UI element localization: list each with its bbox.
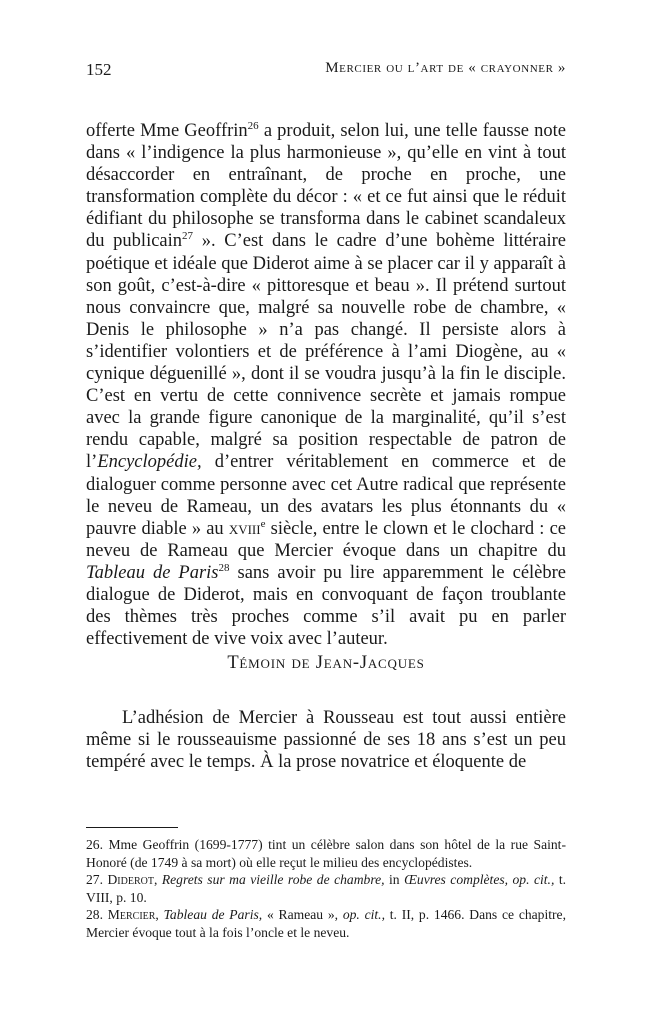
- footnote-opcit: op. cit.,: [342, 907, 385, 923]
- paragraph-text: ». C’est dans le cadre d’une bohème littéraire poétique et idéale que Diderot aime à se placer car il y apparaît à son goût, c’est-à-dire « pittoresque et beau ». Il prétend surtout nous convaincre que, malgré sa nouvelle robe de chambre, « Denis le philosophe » n’a pas changé. Il persiste alors à s’identifier volontiers et de préférence à l’ami Diogène, au « cynique déguenillé », dont il se voudra jusqu’à la fin le disciple. C’est en vertu de cette connivence secrète et jamais rompue avec la grande figure canonique de la marginalité, qu’il s’est rendu capable, malgré sa position respectable de patron de l’: [86, 231, 567, 473]
- paragraph-text: offerte Mme Geoffrin: [86, 121, 248, 141]
- second-paragraph: [86, 707, 566, 773]
- footnote-author: Mercier,: [107, 907, 159, 923]
- footnote-text: « Rameau »,: [262, 907, 343, 923]
- footnote-text: t. VIII, p. 10.: [86, 872, 566, 905]
- footnote-author: Diderot,: [107, 872, 158, 888]
- footnote-number: 28.: [86, 907, 103, 923]
- footnotes: [86, 836, 566, 942]
- footnote-text: in: [384, 872, 405, 888]
- paragraph-text: a produit, selon lui, une telle fausse note dans « l’indigence la plus harmonieuse », qu’elle en vint à tout désaccorder en entraînant, de proche en proche, une transformation complète du décor : « et ce fut ainsi que le réduit édifiant du philosophe se transforma dans le cabinet scandaleux du publicain: [86, 121, 566, 252]
- century-superscript: e: [260, 517, 266, 530]
- footnote-26: 26. Mme Geoffrin (1699-1777) tint un célèbre salon dans son hôtel de la rue Saint-Honoré (de 1749 à sa mort) où elle reçut le milieu des encyclopédistes.: [86, 837, 566, 870]
- footnote-ref-28[interactable]: 28: [218, 561, 230, 574]
- footnote-divider: [86, 827, 178, 828]
- footnote-title: Regrets sur ma vieille robe de chambre,: [161, 872, 385, 888]
- paragraph-text: sans avoir pu lire apparemment le célèbre dialogue de Diderot, mais en convoquant de façon troublante des thèmes très proches comme s’il avait pu en parler effectivement de vive voix avec l’auteur.: [86, 562, 566, 650]
- italic-title: Encyclopédie,: [97, 452, 202, 473]
- footnote-text: t. II, p. 1466. Dans ce chapitre, Mercier évoque tout à la fois l’oncle et le neveu.: [86, 907, 566, 940]
- footnote-ref-27[interactable]: 27: [182, 230, 194, 243]
- footnote-work: Œuvres complètes, op. cit.,: [404, 872, 555, 888]
- italic-title: Tableau de Paris: [86, 562, 219, 583]
- footnote-ref-26[interactable]: 26: [247, 119, 259, 132]
- paragraph-1: [86, 120, 566, 650]
- footnote-title: Tableau de Paris,: [163, 907, 263, 923]
- paragraph-2: L’adhésion de Mercier à Rousseau est tout aussi entière même si le rousseauisme passionné de ses 18 ans s’est un peu tempéré avec le temps. À la prose novatrice et éloquente de: [86, 708, 566, 773]
- century-numeral: xviii: [228, 518, 261, 539]
- running-head: Mercier ou l’art de « crayonner »: [325, 60, 566, 76]
- footnote-number: 27.: [86, 872, 103, 888]
- section-heading: Témoin de Jean-Jacques: [227, 653, 425, 673]
- paragraph-text: siècle, entre le clown et le clochard : ce neveu de Rameau que Mercier évoque dans un chapitre du: [86, 518, 566, 561]
- main-paragraph: [86, 120, 566, 650]
- footnote-27: [86, 871, 566, 906]
- page-number: 152: [86, 60, 112, 79]
- paragraph-text: d’entrer véritablement en commerce et de dialoguer comme personne avec cet Autre radical que représente le neveu de Rameau, un des avatars les plus étonnants du « pauvre diable » au: [86, 452, 566, 539]
- footnote-28: [86, 906, 566, 941]
